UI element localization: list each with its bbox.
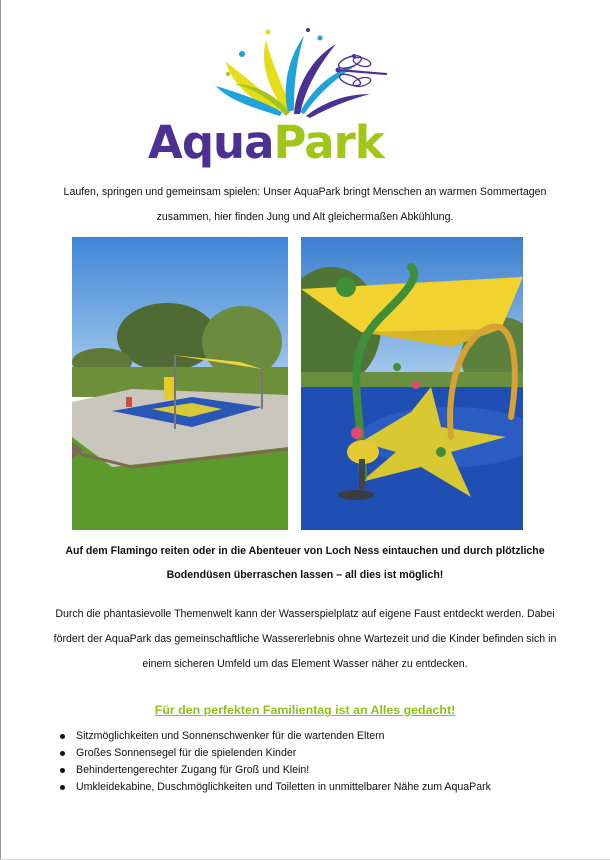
feature-text: Sitzmöglichkeiten und Sonnenschwenker für die wartenden Eltern xyxy=(76,730,385,742)
description-line: einem sicheren Umfeld um das Element Wasser näher zu entdecken. xyxy=(142,658,468,670)
splashpad-photo-lawn xyxy=(72,237,288,530)
list-item xyxy=(60,779,491,796)
bullet-icon xyxy=(60,751,65,756)
bullet-icon xyxy=(60,785,65,790)
page-edge xyxy=(0,0,1,860)
description-line: Durch die phantasievolle Themenwelt kann der Wasserspielplatz auf eigene Faust entdeckt werden. Dabei xyxy=(55,608,555,620)
caption-line: Bodendüsen überraschen lassen – all dies ist möglich! xyxy=(166,569,444,581)
list-item xyxy=(60,745,491,762)
intro-line: zusammen, hier finden Jung und Alt gleichermaßen Abkühlung. xyxy=(156,211,454,223)
logo-text-park: Park xyxy=(273,116,384,169)
intro-line: Laufen, springen und gemeinsam spielen: Unser AquaPark bringt Menschen an warmen Sommertagen xyxy=(63,186,547,198)
feature-text: Großes Sonnensegel für die spielenden Kinder xyxy=(76,747,297,759)
description-line: fördert der AquaPark das gemeinschaftliche Wassererlebnis ohne Wartezeit und die Kinder befinden sich in xyxy=(53,633,557,645)
list-item xyxy=(60,728,491,745)
features-list xyxy=(60,728,491,796)
splashpad-photo-sunsail xyxy=(301,237,523,530)
photo-caption xyxy=(30,539,580,587)
aquapark-logo xyxy=(148,28,448,169)
list-item xyxy=(60,762,491,779)
dragonfly-icon xyxy=(332,52,392,92)
caption-line: Auf dem Flamingo reiten oder in die Abenteuer von Loch Ness eintauchen und durch plötzliche xyxy=(65,545,545,557)
feature-text: Umkleidekabine, Duschmöglichkeiten und Toiletten in unmittelbarer Nähe zum AquaPark xyxy=(76,781,491,793)
bullet-icon xyxy=(60,734,65,739)
logo-wordmark xyxy=(148,116,448,169)
logo-text-aqua: Aqua xyxy=(148,116,274,169)
family-day-heading: Für den perfekten Familientag ist an Alles gedacht! xyxy=(154,703,456,717)
description-paragraph xyxy=(30,602,580,677)
intro-paragraph xyxy=(40,180,570,230)
bullet-icon xyxy=(60,768,65,773)
feature-text: Behindertengerechter Zugang für Groß und Klein! xyxy=(76,764,310,776)
